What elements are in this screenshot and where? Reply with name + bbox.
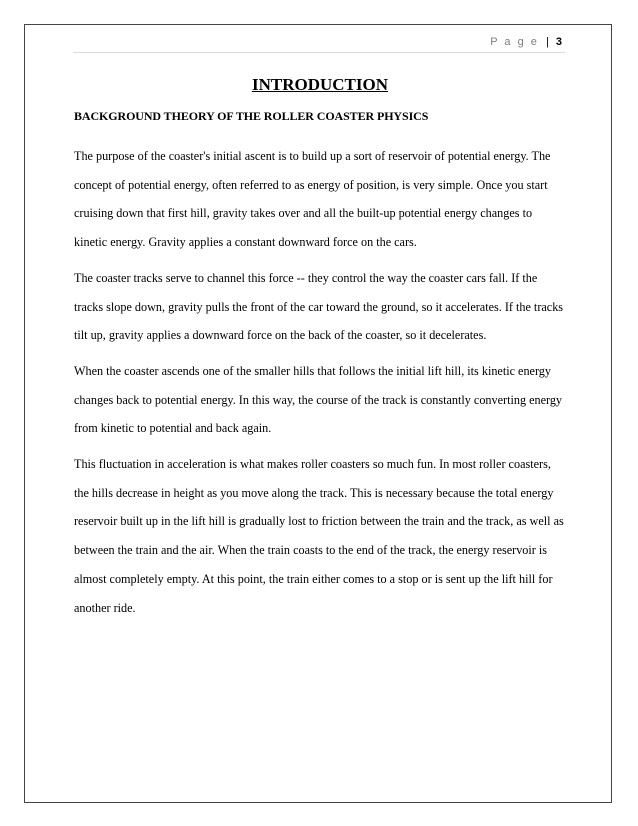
- header-rule: [73, 52, 565, 53]
- section-heading: BACKGROUND THEORY OF THE ROLLER COASTER PHYSICS: [74, 109, 429, 123]
- document-title: INTRODUCTION: [251, 75, 389, 94]
- paragraph-3: When the coaster ascends one of the smaller hills that follows the initial lift hill, its kinetic energy changes back to potential energy. In this way, the course of the track is constantly converting energy from kinetic to potential and back again.: [74, 363, 563, 436]
- page-label: P a g e: [490, 36, 539, 48]
- paragraph-2: The coaster tracks serve to channel this force -- they control the way the coaster cars fall. If the tracks slope down, gravity pulls the front of the car toward the ground, so it accelerates. If the tracks tilt up, gravity applies a downward force on the back of the coaster, so it decelerates.: [74, 270, 564, 343]
- paragraph-1: The purpose of the coaster's initial ascent is to build up a sort of reservoir of potential energy. The concept of potential energy, often referred to as energy of position, is very simple. Once you start cruising down that first hill, gravity takes over and all the built-up potential energy changes to kinetic energy. Gravity applies a constant downward force on the cars.: [74, 149, 551, 250]
- page-header: [0, 36, 562, 48]
- document-body: [74, 72, 566, 622]
- page-number: 3: [555, 36, 562, 48]
- paragraph-4: This fluctuation in acceleration is what makes roller coasters so much fun. In most roller coasters, the hills decrease in height as you move along the track. This is necessary because the total energy reservoir built up in the lift hill is gradually lost to friction between the train and the track, as well as between the train and the air. When the train coasts to the end of the track, the energy reservoir is almost completely empty. At this point, the train either comes to a stop or is sent up the lift hill for another ride.: [74, 457, 564, 615]
- page-separator: |: [545, 36, 549, 48]
